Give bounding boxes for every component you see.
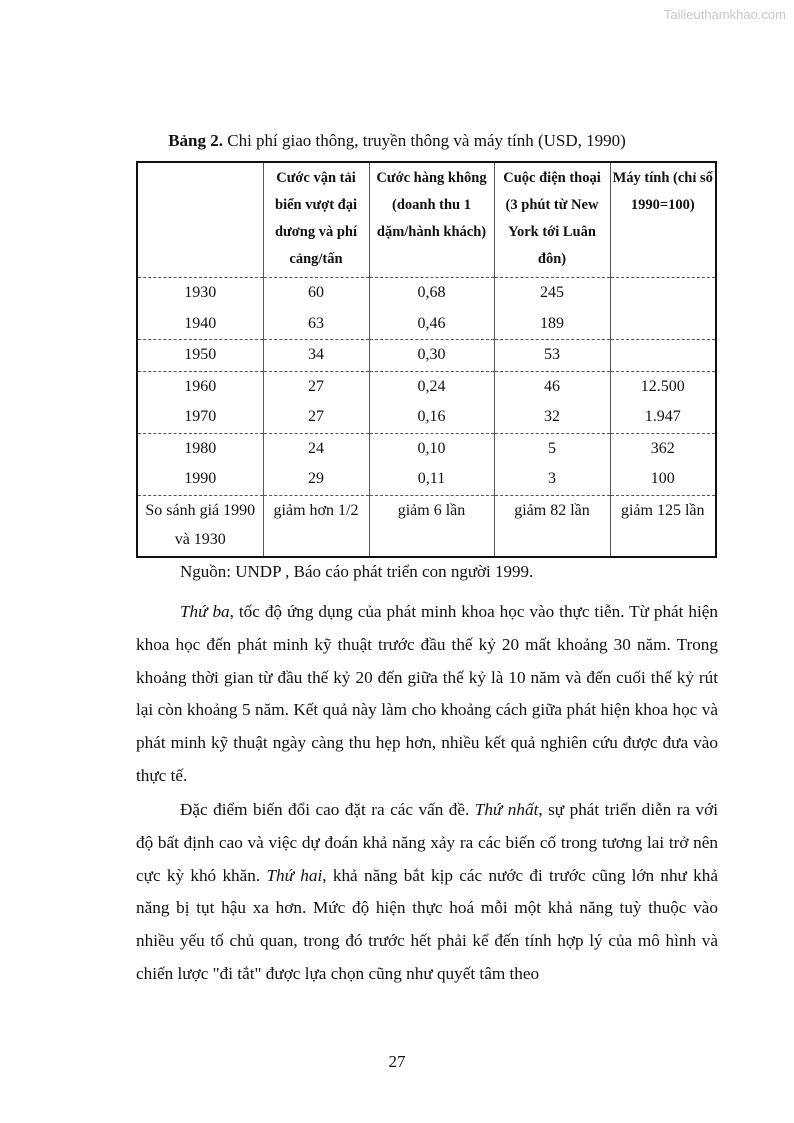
table-summary-row <box>137 495 716 557</box>
table-cell: 0,68 <box>369 278 494 309</box>
table-cell: 1960 <box>137 371 263 402</box>
table-cell: 27 <box>263 402 369 433</box>
paragraph-characteristics <box>136 794 718 991</box>
table-cell: giảm 6 lần <box>369 495 494 557</box>
table-cell: 362 <box>610 433 716 464</box>
table-cell: giảm hơn 1/2 <box>263 495 369 557</box>
table-cell: 3 <box>494 464 610 495</box>
table-cell: 32 <box>494 402 610 433</box>
table-cell: 60 <box>263 278 369 309</box>
paragraph-italic-first: Thứ nhất <box>474 800 539 819</box>
page-number: 27 <box>388 1052 406 1071</box>
summary-label-cell: So sánh giá 1990 và 1930 <box>137 495 263 557</box>
table-cell: 0,30 <box>369 340 494 372</box>
paragraph-lead-italic: Thứ ba <box>180 602 230 621</box>
table-cell: 0,24 <box>369 371 494 402</box>
table-row <box>137 433 716 464</box>
table-cell <box>610 340 716 372</box>
table-cell: 245 <box>494 278 610 309</box>
table-cell: 53 <box>494 340 610 372</box>
caption-label: Bảng 2. <box>168 131 223 150</box>
header-cell-computer: Máy tính (chỉ số 1990=100) <box>610 162 716 278</box>
table-source-note: Nguồn: UNDP , Báo cáo phát triển con người 1999. <box>180 562 534 581</box>
table-cell: 1930 <box>137 278 263 309</box>
table-cell: 100 <box>610 464 716 495</box>
table-cell: 34 <box>263 340 369 372</box>
table-cell: 1970 <box>137 402 263 433</box>
table-row <box>137 309 716 340</box>
table-cell: 189 <box>494 309 610 340</box>
table-row <box>137 402 716 433</box>
table-cell: 1.947 <box>610 402 716 433</box>
table-cell <box>610 309 716 340</box>
paragraph-third-point <box>136 596 718 793</box>
table-cell: 0,11 <box>369 464 494 495</box>
header-cell-sea-freight: Cước vận tải biển vượt đại dương và phí cảng/tấn <box>263 162 369 278</box>
table-cell: giảm 82 lần <box>494 495 610 557</box>
table-cell: 12.500 <box>610 371 716 402</box>
header-cell-empty <box>137 162 263 278</box>
paragraph-text: , tốc độ ứng dụng của phát minh khoa học vào thực tiễn. Từ phát hiện khoa học đến phát minh kỹ thuật trước đầu thế kỷ 20 mất khoảng 30 năm. Trong khoảng thời gian từ đầu thế kỷ 20 đến giữa thế kỷ là 10 năm và đến cuối thế kỷ rút lại còn khoảng 5 năm. Kết quả này làm cho khoảng cách giữa phát hiện khoa học và phát minh kỹ thuật ngày càng thu hẹp hơn, nhiều kết quả nghiên cứu được đưa vào thực tế. <box>136 602 718 785</box>
table-cell: 24 <box>263 433 369 464</box>
paragraph-text: , khả năng bắt kịp các nước đi trước cũng lớn như khả năng bị tụt hậu xa hơn. Mức độ hiện thực hoá mỗi một khả năng tuỳ thuộc vào nhiều yếu tố chủ quan, trong đó trước hết phải kể đến tính hợp lý của mô hình và chiến lược "đi tắt" được lựa chọn cũng như quyết tâm theo <box>136 865 718 983</box>
table-cell: 29 <box>263 464 369 495</box>
table-cell: 1950 <box>137 340 263 372</box>
watermark: Tailieuthamkhao.com <box>663 7 786 22</box>
table-cell: 1980 <box>137 433 263 464</box>
table-row <box>137 340 716 372</box>
table-cell: 5 <box>494 433 610 464</box>
table-row <box>137 464 716 495</box>
header-cell-air-fare: Cước hàng không (doanh thu 1 dặm/hành khách) <box>369 162 494 278</box>
table-cell: 1940 <box>137 309 263 340</box>
table-caption <box>0 131 794 151</box>
table-row <box>137 371 716 402</box>
table-cell: 46 <box>494 371 610 402</box>
paragraph-text: , sự phát triển diễn ra với độ bất định cao và việc dự đoán khả năng xảy ra các biến cố trong tương lai trở nên cực kỳ khó khăn. <box>136 800 718 885</box>
table-cell: 0,16 <box>369 402 494 433</box>
table-cell: 63 <box>263 309 369 340</box>
header-cell-phone-call: Cuộc điện thoại (3 phút từ New York tới Luân đôn) <box>494 162 610 278</box>
paragraph-italic-second: Thứ hai <box>266 865 323 885</box>
caption-text: Chi phí giao thông, truyền thông và máy tính (USD, 1990) <box>223 131 626 150</box>
cost-table <box>136 161 717 558</box>
table-cell: 1990 <box>137 464 263 495</box>
table-cell: 27 <box>263 371 369 402</box>
table-cell: giảm 125 lần <box>610 495 716 557</box>
table-cell: 0,10 <box>369 433 494 464</box>
table-header-row <box>137 162 716 278</box>
paragraph-text: Đặc điểm biến đổi cao đặt ra các vấn đề. <box>180 800 475 819</box>
table-cell <box>610 278 716 309</box>
table-cell: 0,46 <box>369 309 494 340</box>
table-row <box>137 278 716 309</box>
